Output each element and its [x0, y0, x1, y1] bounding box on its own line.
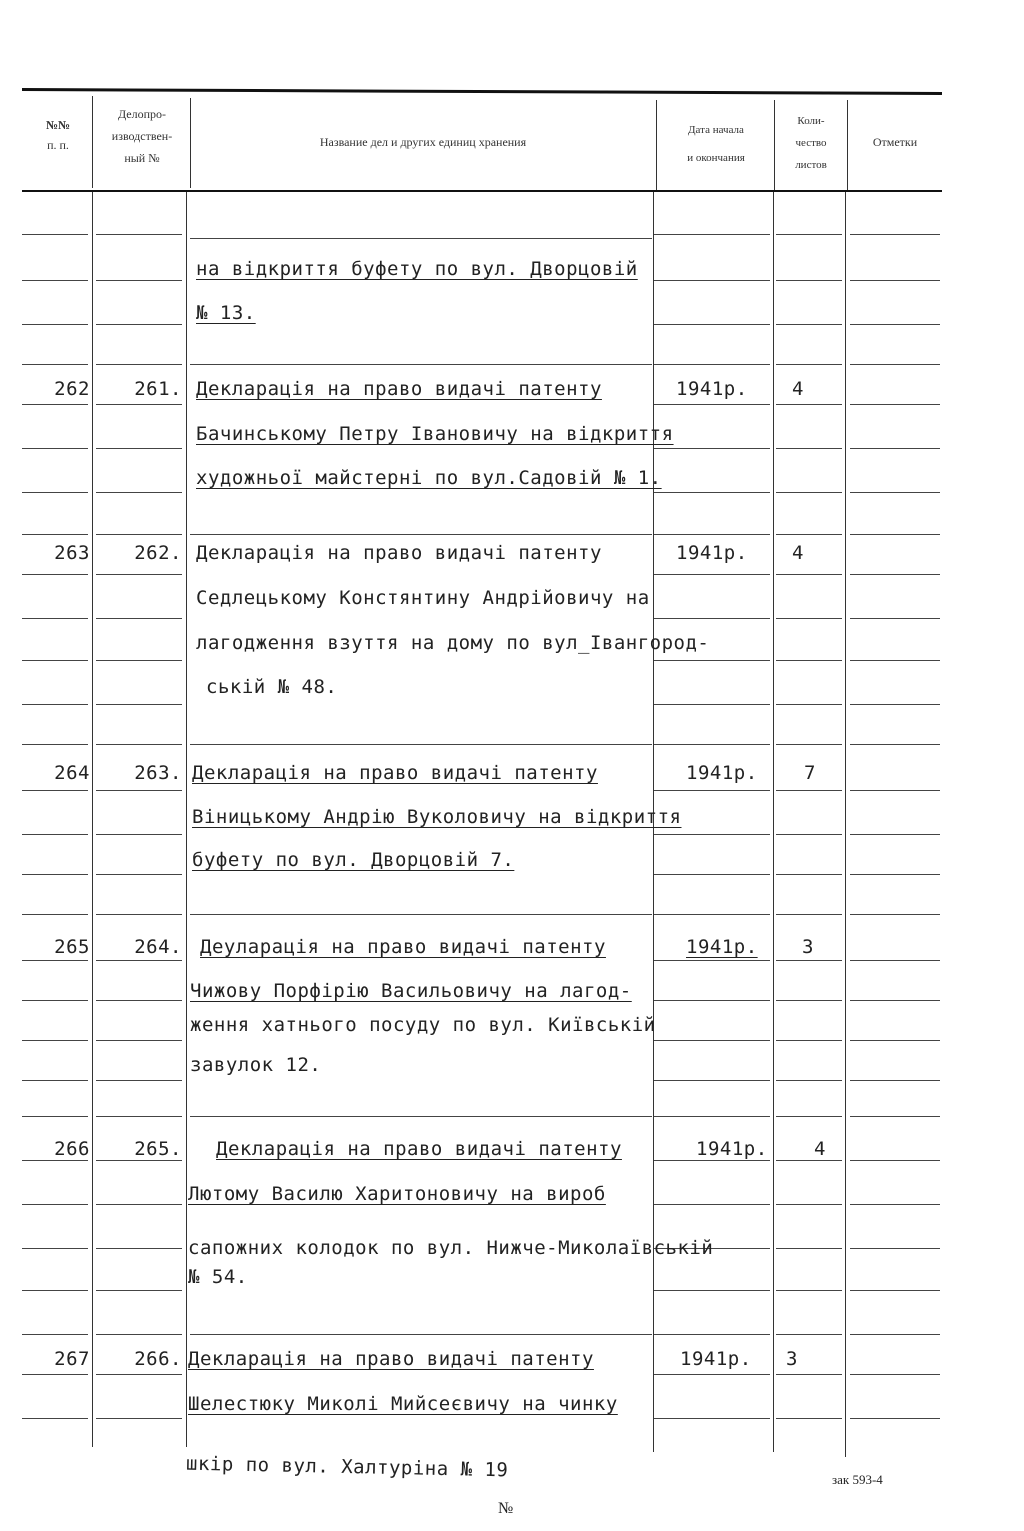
office-number: 263. [134, 762, 182, 784]
ruled-line [22, 1204, 88, 1205]
ruled-line [654, 534, 770, 535]
ruled-line [850, 704, 940, 705]
header-col-office-number [96, 103, 188, 169]
ruled-line [190, 914, 652, 915]
ruled-line [96, 1000, 182, 1001]
record-sheet-count: 4 [792, 378, 804, 400]
ruled-line [22, 744, 88, 745]
ruled-line [96, 1040, 182, 1041]
ruled-line [190, 1334, 652, 1335]
record-sheet-count: 3 [802, 936, 814, 958]
ruled-line [776, 1248, 842, 1249]
record-title-line: Седлецькому Констянтину Андрійовичу на [196, 587, 650, 609]
ruled-line [776, 448, 842, 449]
header-divider [190, 98, 191, 188]
ruled-line [850, 574, 940, 575]
header-col-count-line2: чество [795, 137, 827, 149]
record-date: 1941р. [696, 1138, 768, 1160]
ruled-line [850, 534, 940, 535]
ruled-line [850, 874, 940, 875]
header-col-office-line3: ный № [124, 151, 160, 165]
ruled-line [776, 280, 842, 281]
ruled-line [776, 704, 842, 705]
record-title-line: Декларація на право видачі патенту [196, 542, 602, 564]
ruled-line [654, 618, 770, 619]
ruled-line [776, 1116, 842, 1117]
header-col-office-line1: Делопро- [117, 107, 167, 121]
record-date: 1941р. [686, 936, 758, 958]
ruled-line [22, 1374, 88, 1375]
ruled-line [654, 1334, 770, 1335]
ruled-line [190, 744, 652, 745]
header-divider [774, 100, 775, 190]
header-divider [92, 96, 93, 188]
ruled-line [850, 1374, 940, 1375]
ruled-line [654, 280, 770, 281]
ruled-line [776, 660, 842, 661]
ruled-line [96, 364, 182, 365]
ruled-line [96, 1334, 182, 1335]
ruled-line [96, 404, 182, 405]
ruled-line [22, 1000, 88, 1001]
ruled-line [654, 234, 770, 235]
record-title-line: буфету по вул. Дворцовій 7. [192, 849, 515, 871]
record-sheet-count: 4 [792, 542, 804, 564]
row-number: 267 [54, 1348, 90, 1370]
ruled-line [96, 534, 182, 535]
continuation-line: на відкриття буфету по вул. Дворцовій [196, 258, 638, 280]
ruled-line [776, 1160, 842, 1161]
header-col-number [30, 115, 86, 155]
ruled-line [22, 790, 88, 791]
continuation-line: № 13. [196, 302, 256, 324]
ruled-line [22, 574, 88, 575]
ruled-line [776, 960, 842, 961]
ruled-line [96, 960, 182, 961]
record-date: 1941р. [676, 378, 748, 400]
ruled-line [776, 1000, 842, 1001]
ruled-line [22, 324, 88, 325]
ruled-line [850, 324, 940, 325]
ruled-line [654, 1116, 770, 1117]
header-col-number-line2: п. п. [47, 138, 69, 152]
ruled-line [654, 492, 770, 493]
header-col-dates-line2: и окончания [687, 152, 745, 164]
record-date: 1941р. [680, 1348, 752, 1370]
ruled-line [96, 618, 182, 619]
ruled-line [96, 492, 182, 493]
ruled-line [776, 1080, 842, 1081]
ruled-line [850, 280, 940, 281]
ruled-line [850, 1418, 940, 1419]
ruled-line [190, 238, 652, 239]
ruled-line [96, 874, 182, 875]
ruled-line [850, 1334, 940, 1335]
ruled-line [96, 790, 182, 791]
record-sheet-count: 3 [786, 1348, 798, 1370]
ruled-line [776, 1204, 842, 1205]
ruled-line [850, 1204, 940, 1205]
ruled-line [96, 1080, 182, 1081]
ruled-line [96, 1248, 182, 1249]
record-title-line: Бачинському Петру Івановичу на відкриття [196, 423, 674, 445]
ruled-line [776, 1374, 842, 1375]
row-number: 263 [54, 542, 90, 564]
record-title-line: Лютому Василю Харитоновичу на вироб [188, 1183, 606, 1205]
ruled-line [22, 1418, 88, 1419]
row-number: 264 [54, 762, 90, 784]
ruled-line [96, 448, 182, 449]
top-rule [22, 88, 942, 95]
ruled-line [22, 280, 88, 281]
ruled-line [190, 1116, 652, 1117]
ruled-line [654, 404, 770, 405]
ruled-line [96, 1160, 182, 1161]
record-title-line: шкір по вул. Халтуріна № 19 [185, 1452, 509, 1482]
ruled-line [22, 704, 88, 705]
ruled-line [22, 534, 88, 535]
ruled-line [96, 574, 182, 575]
office-number: 264. [134, 936, 182, 958]
ruled-line [776, 492, 842, 493]
column-divider [92, 192, 93, 1447]
column-divider [845, 192, 846, 1457]
header-divider [656, 100, 657, 190]
header-col-dates-line1: Дата начала [688, 124, 744, 136]
row-number: 266 [54, 1138, 90, 1160]
ruled-line [654, 1204, 770, 1205]
record-date: 1941р. [686, 762, 758, 784]
header-col-dates [660, 116, 772, 172]
ruled-line [22, 1248, 88, 1249]
record-title-line: Чижову Порфірію Васильовичу на лагод- [190, 980, 632, 1002]
ruled-line [654, 914, 770, 915]
ruled-line [22, 1080, 88, 1081]
header-col-sheet-count [777, 110, 845, 176]
ruled-line [22, 492, 88, 493]
ruled-line [96, 1116, 182, 1117]
ruled-line [776, 534, 842, 535]
ruled-line [850, 448, 940, 449]
record-title-line: Декларація на право видачі патенту [216, 1138, 622, 1160]
ruled-line [96, 1290, 182, 1291]
ruled-line [654, 1160, 770, 1161]
ruled-line [850, 1290, 940, 1291]
record-title-line: художньої майстерні по вул.Садовій № 1. [196, 467, 662, 489]
ruled-line [776, 874, 842, 875]
ruled-line [776, 404, 842, 405]
ruled-line [776, 574, 842, 575]
ruled-line [850, 834, 940, 835]
header-col-notes: Отметки [872, 135, 918, 149]
header-divider [847, 100, 848, 190]
ruled-line [22, 874, 88, 875]
ruled-line [776, 914, 842, 915]
row-number: 265 [54, 936, 90, 958]
header-col-count-line3: листов [795, 159, 827, 171]
ruled-line [22, 914, 88, 915]
ruled-line [22, 834, 88, 835]
ruled-line [850, 234, 940, 235]
record-title-line: лагодження взуття на дому по вул_Івангород- [196, 632, 710, 654]
ruled-line [776, 1334, 842, 1335]
record-title-line: Віницькому Андрію Вуколовичу на відкриття [192, 806, 682, 828]
record-title-line: ській № 48. [206, 676, 338, 698]
ruled-line [654, 660, 770, 661]
header-col-count-line1: Коли- [797, 115, 825, 127]
ruled-line [96, 1204, 182, 1205]
ruled-line [654, 1040, 770, 1041]
record-title-line: Декларація на право видачі патенту [188, 1348, 594, 1370]
ruled-line [776, 364, 842, 365]
ruled-line [776, 618, 842, 619]
ruled-line [96, 834, 182, 835]
ruled-line [96, 324, 182, 325]
ruled-line [776, 1040, 842, 1041]
ruled-line [776, 1418, 842, 1419]
ruled-line [96, 914, 182, 915]
ruled-line [850, 1080, 940, 1081]
ruled-line [22, 618, 88, 619]
ruled-line [850, 1116, 940, 1117]
record-title-line: Деуларація на право видачі патенту [200, 936, 606, 958]
ruled-line [850, 914, 940, 915]
ruled-line [850, 492, 940, 493]
ruled-line [776, 744, 842, 745]
record-date: 1941р. [676, 542, 748, 564]
ruled-line [22, 364, 88, 365]
ruled-line [850, 404, 940, 405]
row-number: 262 [54, 378, 90, 400]
column-divider [773, 192, 774, 1452]
ruled-line [22, 448, 88, 449]
ruled-line [654, 790, 770, 791]
ruled-line [22, 660, 88, 661]
print-order-number: зак 593-4 [832, 1472, 883, 1487]
stray-number-mark: № [498, 1500, 514, 1517]
ruled-line [654, 744, 770, 745]
ruled-line [654, 960, 770, 961]
record-title-line: завулок 12. [190, 1054, 322, 1076]
ruled-line [654, 574, 770, 575]
ruled-line [190, 364, 652, 365]
ruled-line [850, 364, 940, 365]
record-title-line: Декларація на право видачі патенту [192, 762, 598, 784]
record-title-line: Шелестюку Миколі Мийсеєвичу на чинку [188, 1393, 618, 1415]
ruled-line [776, 234, 842, 235]
column-divider [186, 192, 187, 1447]
header-col-office-line2: изводствен- [111, 129, 173, 143]
ruled-line [96, 1418, 182, 1419]
ruled-line [22, 234, 88, 235]
ruled-line [190, 534, 652, 535]
ruled-line [654, 1290, 770, 1291]
ruled-line [22, 960, 88, 961]
ruled-line [22, 1040, 88, 1041]
record-title-line: Декларація на право видачі патенту [196, 378, 602, 400]
ruled-line [22, 1116, 88, 1117]
ruled-line [654, 1000, 770, 1001]
office-number: 266. [134, 1348, 182, 1370]
record-sheet-count: 7 [804, 762, 816, 784]
ruled-line [850, 1248, 940, 1249]
ruled-line [654, 834, 770, 835]
record-title-line: сапожних колодок по вул. Нижче-Миколаївській [188, 1237, 714, 1259]
office-number: 262. [134, 542, 182, 564]
ruled-line [850, 618, 940, 619]
ruled-line [22, 404, 88, 405]
ruled-line [850, 790, 940, 791]
ruled-line [654, 364, 770, 365]
office-number: 265. [134, 1138, 182, 1160]
record-title-line: № 54. [188, 1266, 248, 1288]
office-number: 261. [134, 378, 182, 400]
ruled-line [850, 1000, 940, 1001]
ruled-line [654, 1418, 770, 1419]
ruled-line [654, 1374, 770, 1375]
ruled-line [22, 1160, 88, 1161]
ruled-line [96, 1374, 182, 1375]
header-bottom-rule [22, 190, 942, 192]
ruled-line [850, 1040, 940, 1041]
ruled-line [776, 834, 842, 835]
ruled-line [654, 874, 770, 875]
record-sheet-count: 4 [814, 1138, 826, 1160]
ruled-line [850, 960, 940, 961]
ruled-line [96, 660, 182, 661]
ruled-line [776, 324, 842, 325]
ruled-line [850, 660, 940, 661]
ruled-line [654, 324, 770, 325]
record-title-line: ження хатнього посуду по вул. Київській [190, 1014, 656, 1036]
ruled-line [850, 744, 940, 745]
ruled-line [96, 280, 182, 281]
ruled-line [776, 1290, 842, 1291]
header-col-number-line1: №№ [45, 118, 71, 132]
ruled-line [654, 448, 770, 449]
ruled-line [22, 1290, 88, 1291]
ruled-line [22, 1334, 88, 1335]
ruled-line [850, 1160, 940, 1161]
ruled-line [776, 790, 842, 791]
ruled-line [96, 234, 182, 235]
ruled-line [96, 744, 182, 745]
header-col-title: Название дел и других единиц хранения [319, 135, 527, 149]
ruled-line [654, 1080, 770, 1081]
ruled-line [654, 704, 770, 705]
ruled-line [96, 704, 182, 705]
